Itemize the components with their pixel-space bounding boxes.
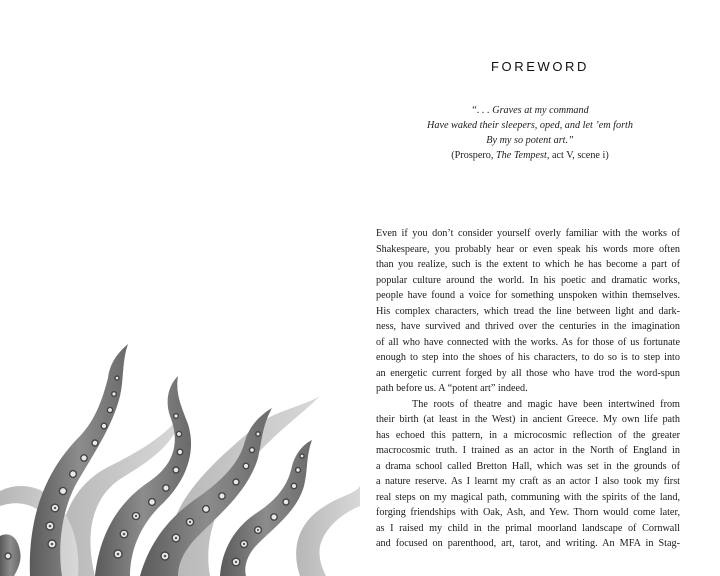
chapter-heading: FOREWORD <box>490 59 590 74</box>
text-line: has echoed this pattern, in a microcosmic reflection of the greater <box>376 429 680 441</box>
text-line: a drama school called Bretton Hall, which was set in the grounds of <box>376 460 680 472</box>
text-line: Even if you don’t consider yourself overly familiar with the works of <box>376 228 680 239</box>
text-line: of all who have connected with the works. As for those of us fortunate <box>376 336 680 348</box>
text-line: The roots of theatre and magic have been intertwined from <box>412 398 680 410</box>
attribution-work-title: The Tempest <box>496 150 547 161</box>
text-line: than you realize, such is the extent to which he has become a part of <box>376 259 680 270</box>
text-line: Shakespeare, you probably hear or even speak his words more often <box>376 243 680 255</box>
attribution-prefix: (Prospero, <box>451 150 496 161</box>
text-line: His complex characters, which tread the line between light and dark- <box>376 305 680 317</box>
epigraph-attribution <box>360 148 700 163</box>
epigraph-line: By my so potent art.” <box>486 135 574 146</box>
epigraph-line: “. . . Graves at my command <box>471 105 589 116</box>
text-line: their birth (at least in the West) in ancient Greece. My own life path <box>376 414 680 425</box>
text-line: people have found a voice for something unspoken within themselves. <box>376 290 680 301</box>
text-line: and focused on parenthood, art, tarot, and writing. An MFA in Stag- <box>376 538 680 549</box>
body-text <box>376 226 680 552</box>
right-page <box>360 0 720 576</box>
attribution-suffix: , act V, scene i) <box>546 150 609 161</box>
text-line: path before us. A “potent art” indeed. <box>376 383 528 394</box>
text-line: popular culture around the world. In his poetic and dramatic works, <box>376 274 680 286</box>
text-line: ness, have survived and thrived over the centuries in the imagination <box>376 321 680 332</box>
tentacles-illustration <box>0 316 360 576</box>
text-line: macrocosmic truth. I trained as an actor in the North of England in <box>376 445 680 456</box>
text-line: an energetic current forged by all those who have trod the word-spun <box>376 367 680 379</box>
epigraph-line: Have waked their sleepers, oped, and let ’em forth <box>427 120 633 131</box>
text-line: a nature reserve. As I learnt my craft as an actor I also took my first <box>376 476 680 487</box>
epigraph <box>360 103 700 163</box>
text-line: as I raised my child in the primal moorland landscape of Cornwall <box>376 522 680 534</box>
text-line: enough to step into the shoes of his characters, to do so is to step into <box>376 352 680 363</box>
text-line: forging friendships with Oak, Ash, and Yew. Thorn would come later, <box>376 507 680 518</box>
text-line: real steps on my magical path, communing with the spirits of the land, <box>376 491 680 503</box>
